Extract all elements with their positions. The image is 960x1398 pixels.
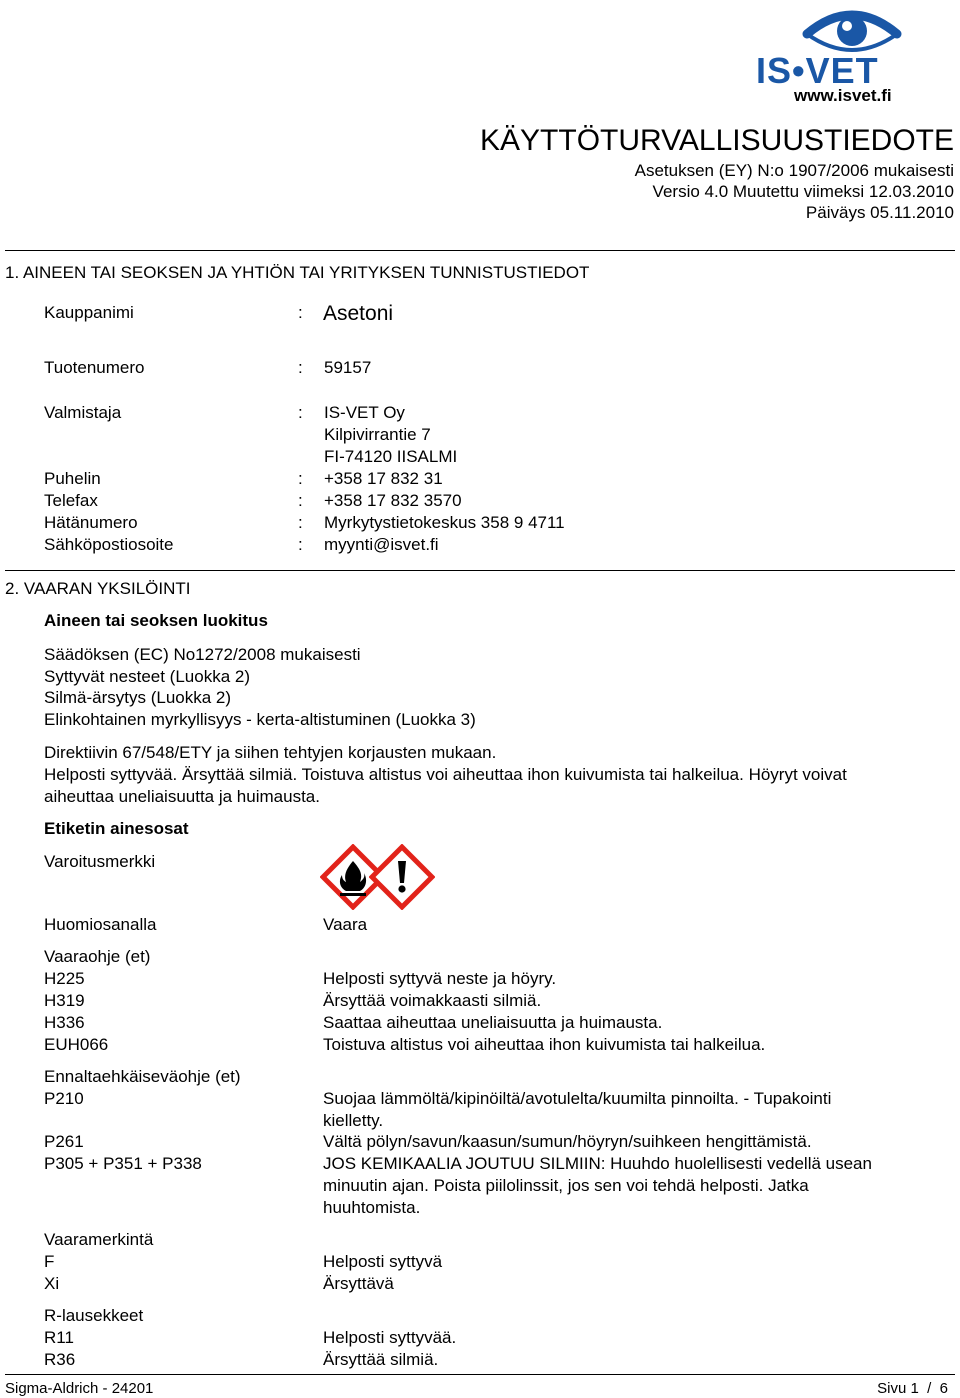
hazard-code: H336 <box>44 1013 85 1032</box>
r-phrase-code: R11 <box>44 1328 74 1347</box>
divider <box>5 250 955 251</box>
document-title: KÄYTTÖTURVALLISUUSTIEDOTE <box>480 124 954 157</box>
email-value: myynti@isvet.fi <box>324 535 439 554</box>
hazard-code: H225 <box>44 969 85 988</box>
footer-divider <box>5 1374 955 1375</box>
fax-label: Telefax <box>44 491 98 510</box>
logo-wordmark: IS•VET <box>756 50 879 91</box>
precaution-code: P261 <box>44 1132 84 1151</box>
precautionary-label: Ennaltaehkäiseväohje (et) <box>44 1067 241 1086</box>
email-label: Sähköpostiosoite <box>44 535 174 554</box>
emergency-value: Myrkytystietokeskus 358 9 4711 <box>324 513 565 532</box>
classification-line: Elinkohtainen myrkyllisyys - kerta-altistuminen (Luokka 3) <box>44 710 476 729</box>
date-line: Päiväys 05.11.2010 <box>805 203 954 222</box>
danger-symbol-code: F <box>44 1252 55 1271</box>
trade-name-label: Kauppanimi <box>44 303 134 322</box>
colon: : <box>298 513 303 532</box>
isvet-logo <box>752 4 952 108</box>
product-number-label: Tuotenumero <box>44 358 145 377</box>
version-line: Versio 4.0 Muutettu viimeksi 12.03.2010 <box>652 182 954 201</box>
r-phrases-label: R-lausekkeet <box>44 1306 144 1325</box>
hazard-text: Ärsyttää voimakkaasti silmiä. <box>323 991 542 1010</box>
colon: : <box>298 491 303 510</box>
precaution-text: Vältä pölyn/savun/kaasun/sumun/höyryn/suihkeen hengittämistä. <box>323 1132 812 1151</box>
product-number-value: 59157 <box>324 358 372 377</box>
directive-line: Direktiivin 67/548/ETY ja siihen tehtyjen korjausten mukaan. <box>44 743 497 762</box>
classification-line: Syttyvät nesteet (Luokka 2) <box>44 667 250 686</box>
hazard-text: Toistuva altistus voi aiheuttaa ihon kuivumista tai halkeilua. <box>323 1035 766 1054</box>
hazard-text: Saattaa aiheuttaa uneliaisuutta ja huimausta. <box>323 1013 663 1032</box>
danger-symbol-code: Xi <box>44 1274 60 1293</box>
colon: : <box>298 469 303 488</box>
colon: : <box>298 535 303 554</box>
phone-label: Puhelin <box>44 469 101 488</box>
exclamation-pictogram-icon <box>369 844 435 910</box>
classification-line: Säädöksen (EC) No1272/2008 mukaisesti <box>44 645 361 664</box>
hazard-code: H319 <box>44 991 85 1010</box>
divider <box>5 570 955 571</box>
emergency-label: Hätänumero <box>44 513 138 532</box>
pictograms-label: Varoitusmerkki <box>44 852 156 871</box>
r-phrase-text: Helposti syttyvää. <box>323 1328 457 1347</box>
trade-name-value: Asetoni <box>323 302 394 325</box>
danger-symbol-text: Ärsyttävä <box>323 1274 394 1293</box>
r-phrase-code: R36 <box>44 1350 76 1369</box>
manufacturer-label: Valmistaja <box>44 403 122 422</box>
classification-heading: Aineen tai seoksen luokitus <box>44 611 268 630</box>
hazard-statements-label: Vaaraohje (et) <box>44 947 151 966</box>
precaution-code: P305 + P351 + P338 <box>44 1154 202 1173</box>
danger-symbol-label: Vaaramerkintä <box>44 1230 154 1249</box>
fax-value: +358 17 832 3570 <box>324 491 462 510</box>
phone-value: +358 17 832 31 <box>324 469 443 488</box>
colon: : <box>298 403 303 422</box>
colon: : <box>298 358 303 377</box>
label-elements-heading: Etiketin ainesosat <box>44 819 189 838</box>
signal-word-label: Huomiosanalla <box>44 915 157 934</box>
classification-line: Silmä-ärsytys (Luokka 2) <box>44 688 232 707</box>
precaution-text: huuhtomista. <box>323 1198 421 1217</box>
precaution-text: JOS KEMIKAALIA JOUTUU SILMIIN: Huuhdo huolellisesti vedellä usean <box>323 1154 872 1173</box>
precaution-text: minuutin ajan. Poista piilolinssit, jos sen voi tehdä helposti. Jatka <box>323 1176 809 1195</box>
footer-source: Sigma-Aldrich - 24201 <box>5 1380 154 1397</box>
hazard-text: Helposti syttyvä neste ja höyry. <box>323 969 557 988</box>
manufacturer-city: FI-74120 IISALMI <box>324 447 458 466</box>
regulation-line: Asetuksen (EY) N:o 1907/2006 mukaisesti <box>634 161 954 180</box>
danger-symbol-text: Helposti syttyvä <box>323 1252 443 1271</box>
manufacturer-street: Kilpivirrantie 7 <box>324 425 431 444</box>
signal-word-value: Vaara <box>323 915 368 934</box>
page-number: Sivu 1 / 6 <box>877 1380 948 1397</box>
directive-line: aiheuttaa uneliaisuutta ja huimausta. <box>44 787 320 806</box>
precaution-text: kielletty. <box>323 1111 384 1130</box>
manufacturer-name: IS-VET Oy <box>324 403 405 422</box>
directive-line: Helposti syttyvää. Ärsyttää silmiä. Toistuva altistus voi aiheuttaa ihon kuivumista tai halkeilua. Höyryt voivat <box>44 765 847 784</box>
hazard-code: EUH066 <box>44 1035 109 1054</box>
logo-url: www.isvet.fi <box>794 86 892 105</box>
section-2-heading: 2. VAARAN YKSILÖINTI <box>5 579 191 598</box>
precaution-code: P210 <box>44 1089 84 1108</box>
colon: : <box>298 303 303 322</box>
section-1-heading: 1. AINEEN TAI SEOKSEN JA YHTIÖN TAI YRITYKSEN TUNNISTUSTIEDOT <box>5 263 590 282</box>
precaution-text: Suojaa lämmöltä/kipinöiltä/avotulelta/kuumilta pinnoilta. - Tupakointi <box>323 1089 832 1108</box>
r-phrase-text: Ärsyttää silmiä. <box>323 1350 439 1369</box>
